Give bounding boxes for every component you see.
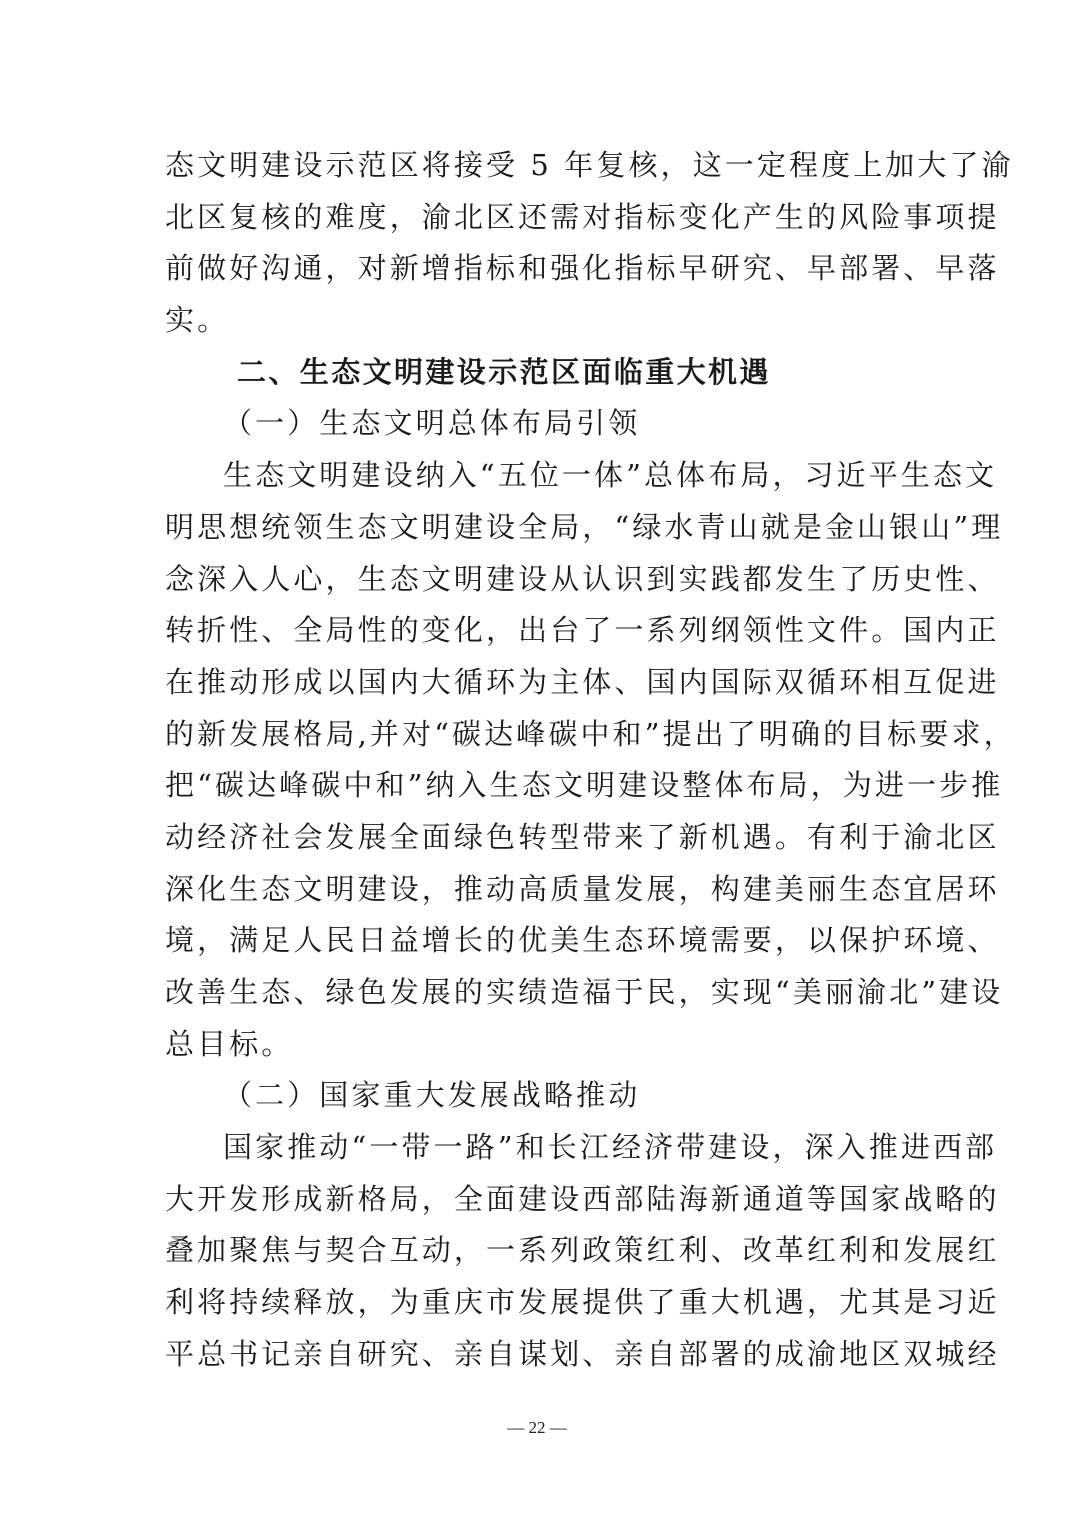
text-line: 在推动形成以国内大循环为主体、国内国际双循环相互促进 bbox=[165, 664, 1000, 699]
paragraph-first-line: 国家推动“一带一路”和长江经济带建设，深入推进西部 bbox=[223, 1130, 998, 1165]
body-text bbox=[165, 140, 1016, 1381]
paragraph-first-line: 生态文明建设纳入“五位一体”总体布局，习近平生态文 bbox=[223, 458, 998, 493]
text-line: 明思想统领生态文明建设全局，“绿水青山就是金山银山”理 bbox=[165, 509, 1004, 544]
subsection-heading: （二）国家重大发展战略推动 bbox=[223, 1078, 641, 1113]
subsection-heading: （一）生态文明总体布局引领 bbox=[223, 406, 641, 441]
text-line: 转折性、全局性的变化，出台了一系列纲领性文件。国内正 bbox=[165, 613, 1000, 648]
text-line: 前做好沟通，对新增指标和强化指标早研究、早部署、早落 bbox=[165, 251, 1000, 286]
text-line: 的新发展格局,并对“碳达峰碳中和”提出了明确的目标要求， bbox=[165, 716, 1016, 751]
text-line: 改善生态、绿色发展的实绩造福于民，实现“美丽渝北”建设 bbox=[165, 975, 1004, 1009]
text-line: 实。 bbox=[165, 303, 230, 338]
text-line: 境，满足人民日益增长的优美生态环境需要，以保护环境、 bbox=[165, 923, 1000, 958]
page-number: — 22 — bbox=[507, 1418, 567, 1437]
text-line: 把“碳达峰碳中和”纳入生态文明建设整体布局，为进一步推 bbox=[165, 768, 1004, 803]
text-line: 大开发形成新格局，全面建设西部陆海新通道等国家战略的 bbox=[165, 1181, 1000, 1216]
text-line: 利将持续释放，为重庆市发展提供了重大机遇，尤其是习近 bbox=[165, 1285, 1000, 1320]
text-line: 总目标。 bbox=[165, 1026, 294, 1061]
section-heading: 二、生态文明建设示范区面临重大机遇 bbox=[237, 354, 771, 389]
text-line: 北区复核的难度，渝北区还需对指标变化产生的风险事项提 bbox=[165, 199, 1000, 234]
text-line: 态文明建设示范区将接受 5 年复核，这一定程度上加大了渝 bbox=[165, 148, 1014, 182]
text-line: 深化生态文明建设，推动高质量发展，构建美丽生态宜居环 bbox=[165, 871, 1000, 906]
text-line: 念深入人心，生态文明建设从认识到实践都发生了历史性、 bbox=[165, 561, 1000, 596]
text-line: 叠加聚焦与契合互动，一系列政策红利、改革红利和发展红 bbox=[165, 1233, 1000, 1268]
text-line: 动经济社会发展全面绿色转型带来了新机遇。有利于渝北区 bbox=[165, 819, 1000, 854]
text-line: 平总书记亲自研究、亲自谋划、亲自部署的成渝地区双城经 bbox=[165, 1336, 1000, 1371]
